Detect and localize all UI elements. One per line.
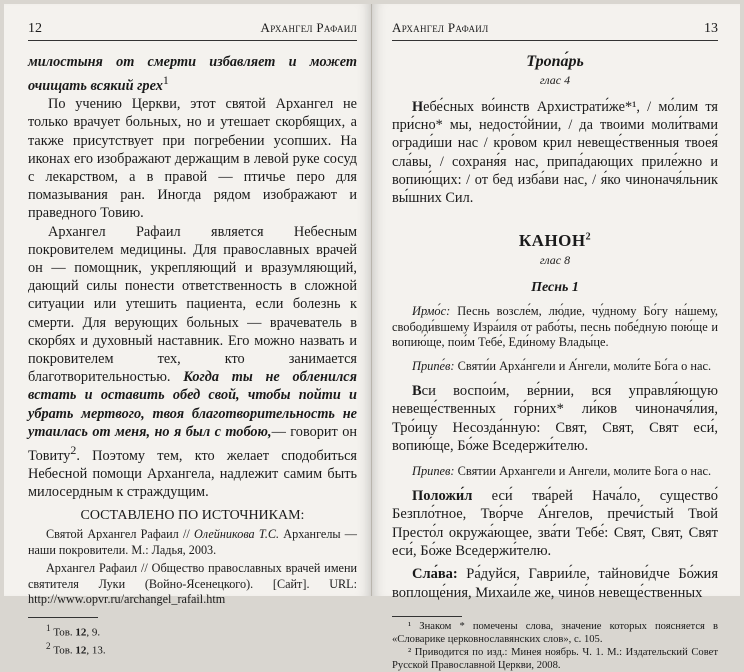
source-1-author: Олейникова Т.С. xyxy=(193,527,280,542)
pesn-title: Песнь 1 xyxy=(531,280,579,296)
kanon-footnote-ref: 2 xyxy=(585,231,592,243)
irmos-text: Песнь возсле́м, лю́дие, чу́дному Бо́гу на́шему, свободи́вшему Изра́иля от рабо́ты, песнь побе́дную пою́ще и вопию́ще, пои́м Тебе́, Еди́ному Влады́це. xyxy=(392,304,718,350)
paragraph-2-end: . Поэтому тем, кто желает сподобиться Небесной помощи Архангела, надлежит самим быть милосердным к страждущим. xyxy=(28,447,357,501)
right-page xyxy=(372,4,740,671)
lead-quote: милостыня от смерти избавляет и может очищать всякий грех xyxy=(28,54,357,94)
footnote-divider xyxy=(28,617,98,618)
troparion-1 xyxy=(392,382,718,456)
paragraph-2-attribution: — говорит он Товиту xyxy=(28,423,358,464)
footnote-1-chapter: 12 xyxy=(75,627,87,640)
body-paragraph-2 xyxy=(28,223,357,502)
source-1-publication: Архангелы — наши покровители. М.: Ладья, 2003. xyxy=(28,527,357,557)
kanon-title xyxy=(392,231,718,251)
left-page-number: 12 xyxy=(28,21,42,36)
sources-heading: СОСТАВЛЕНО ПО ИСТОЧНИКАМ: xyxy=(80,508,305,524)
footnote-1-number: 1 xyxy=(46,623,51,634)
irmos xyxy=(392,304,718,351)
troparion-2-initial: Положи́л xyxy=(412,487,473,504)
pripev-2-text: Святии Архангели и Ангели, молите Бога о нас. xyxy=(454,463,712,478)
slava xyxy=(392,565,718,602)
footnote-ref-2: 2 xyxy=(70,443,77,458)
troparion-1-initial: В xyxy=(412,382,422,399)
footnote-1-verse: , 9. xyxy=(86,627,101,640)
pripev-1-label: Припе́в: xyxy=(412,359,455,373)
left-page xyxy=(4,4,372,657)
pripev-2-label: Припев: xyxy=(412,463,455,478)
right-footnote-2: ² Приводится по изд.: Минея ноябрь. Ч. 1. М.: Издательский Совет Русской Православной Церкви, 2008. xyxy=(392,646,718,671)
footnote-1 xyxy=(28,622,357,640)
source-1-title: Святой Архангел Рафаил // xyxy=(46,527,194,542)
book-spread xyxy=(4,4,740,671)
source-1 xyxy=(28,527,357,558)
body-paragraph-1: По учению Церкви, этот святой Архангел не только врачует больных, но и утешает скорбящих, а также присутствует при погребении усопших. На иконах его изображают держащим в левой руке сосуд с лекарством, а в правой — птичье перо для помазывания ран. Иногда рядом изображают и праведного Товию. xyxy=(28,96,357,222)
tobit-quote: Когда ты не обленился встать и оставить обед свой, чтобы пойти и убрать мертвого, твоя благотворительность не утаилась от меня, но я был с тобою, xyxy=(28,369,357,440)
pripev-1-text: Святи́и Арха́нгели и А́нгели, моли́те Бо́га о нас. xyxy=(454,359,712,373)
pripev-2 xyxy=(392,464,718,480)
source-2: Архангел Рафаил // Общество православных врачей имени святителя Луки (Войно-Ясенецкого). [Сайт]. URL: http://www.opvr.ru/archangel_rafail.htm xyxy=(28,561,357,607)
left-running-title: Архангел Рафаил xyxy=(260,20,357,35)
footnote-1-book: Тов. xyxy=(53,627,76,640)
tropar-initial: Н xyxy=(412,99,424,115)
footnote-2-verse: , 13. xyxy=(86,644,106,657)
footnote-2-chapter: 12 xyxy=(75,644,87,657)
tropar-title: Тропа́рь xyxy=(526,53,584,70)
right-page-header xyxy=(392,20,718,41)
pripev-1 xyxy=(392,359,718,375)
kanon-title-text: КАНОН xyxy=(518,231,586,251)
footnote-2-book: Тов. xyxy=(53,644,76,657)
left-page-header xyxy=(28,20,357,41)
right-page-number: 13 xyxy=(704,21,718,36)
troparion-1-text: си воспои́м, ве́рнии, вся управля́ющую невеще́ственных го́рних* ли́ков чиноначя́лия, Тро́ицу Несозда́нную: Свят, Свят, Свят еси́, вопию́ще, Бо́же Вседержи́телю. xyxy=(392,382,718,455)
tropar-glas: глас 4 xyxy=(539,73,571,87)
slava-text: Ра́дуйся, Гаврии́ле, тайнови́дче Бо́жия воплоще́ния, Михаи́ле же, чино́в невеще́ственных xyxy=(392,565,718,601)
tropar-text xyxy=(392,98,718,207)
footnote-2 xyxy=(28,640,357,658)
right-running-title: Архангел Рафаил xyxy=(392,20,489,35)
kanon-glas: глас 8 xyxy=(539,253,571,268)
right-footnote-divider xyxy=(392,616,462,617)
paragraph-2-text: Архангел Рафаил является Небесным покровителем медицины. Для православных врачей он — помощник, укрепляющий и вразумляющий, дающий силы понести ответственность в сложной ситуации или утешить пациента, если болезнь к смерти. Для верующих больных — врачеватель в скорбях и духовный наставник. Его можно назвать и покровителем тех, кто занимается благотворительностью. xyxy=(28,223,357,386)
footnote-2-number: 2 xyxy=(46,641,51,652)
irmos-label: Ирмо́с: xyxy=(412,304,451,319)
tropar-body: ебе́сных во́инств Архистрати́же*¹, / мо́лим тя при́сно* мы, недосто́йнии, / да твоими моли́твами огради́ши нас / кро́вом крил невеще́ственныя твоея́ сла́вы, / сохраня́я нас, припа́дающих приле́жно и вопию́щих: / от бед изба́ви нас, / я́ко чиноначя́льник вы́шних Сил. xyxy=(392,99,718,207)
footnote-ref-1: 1 xyxy=(162,73,169,88)
troparion-2 xyxy=(392,487,718,561)
troparion-2-text: еси́ тва́рей Нача́ло, существо́ Безпло́тное, Тво́рче А́нгелов, пречи́стый Твой Престо́л окружа́ющее, зва́ти Тебе́: Свят, Свят, Свят еси́, Бо́же Вседержи́телю. xyxy=(392,487,718,560)
right-footnote-1: ¹ Знаком * помечены слова, значение которых поясняется в «Словарике церковнославянских слов», с. 105. xyxy=(392,621,718,645)
slava-label: Сла́ва: xyxy=(412,565,458,582)
lead-paragraph xyxy=(28,53,357,95)
